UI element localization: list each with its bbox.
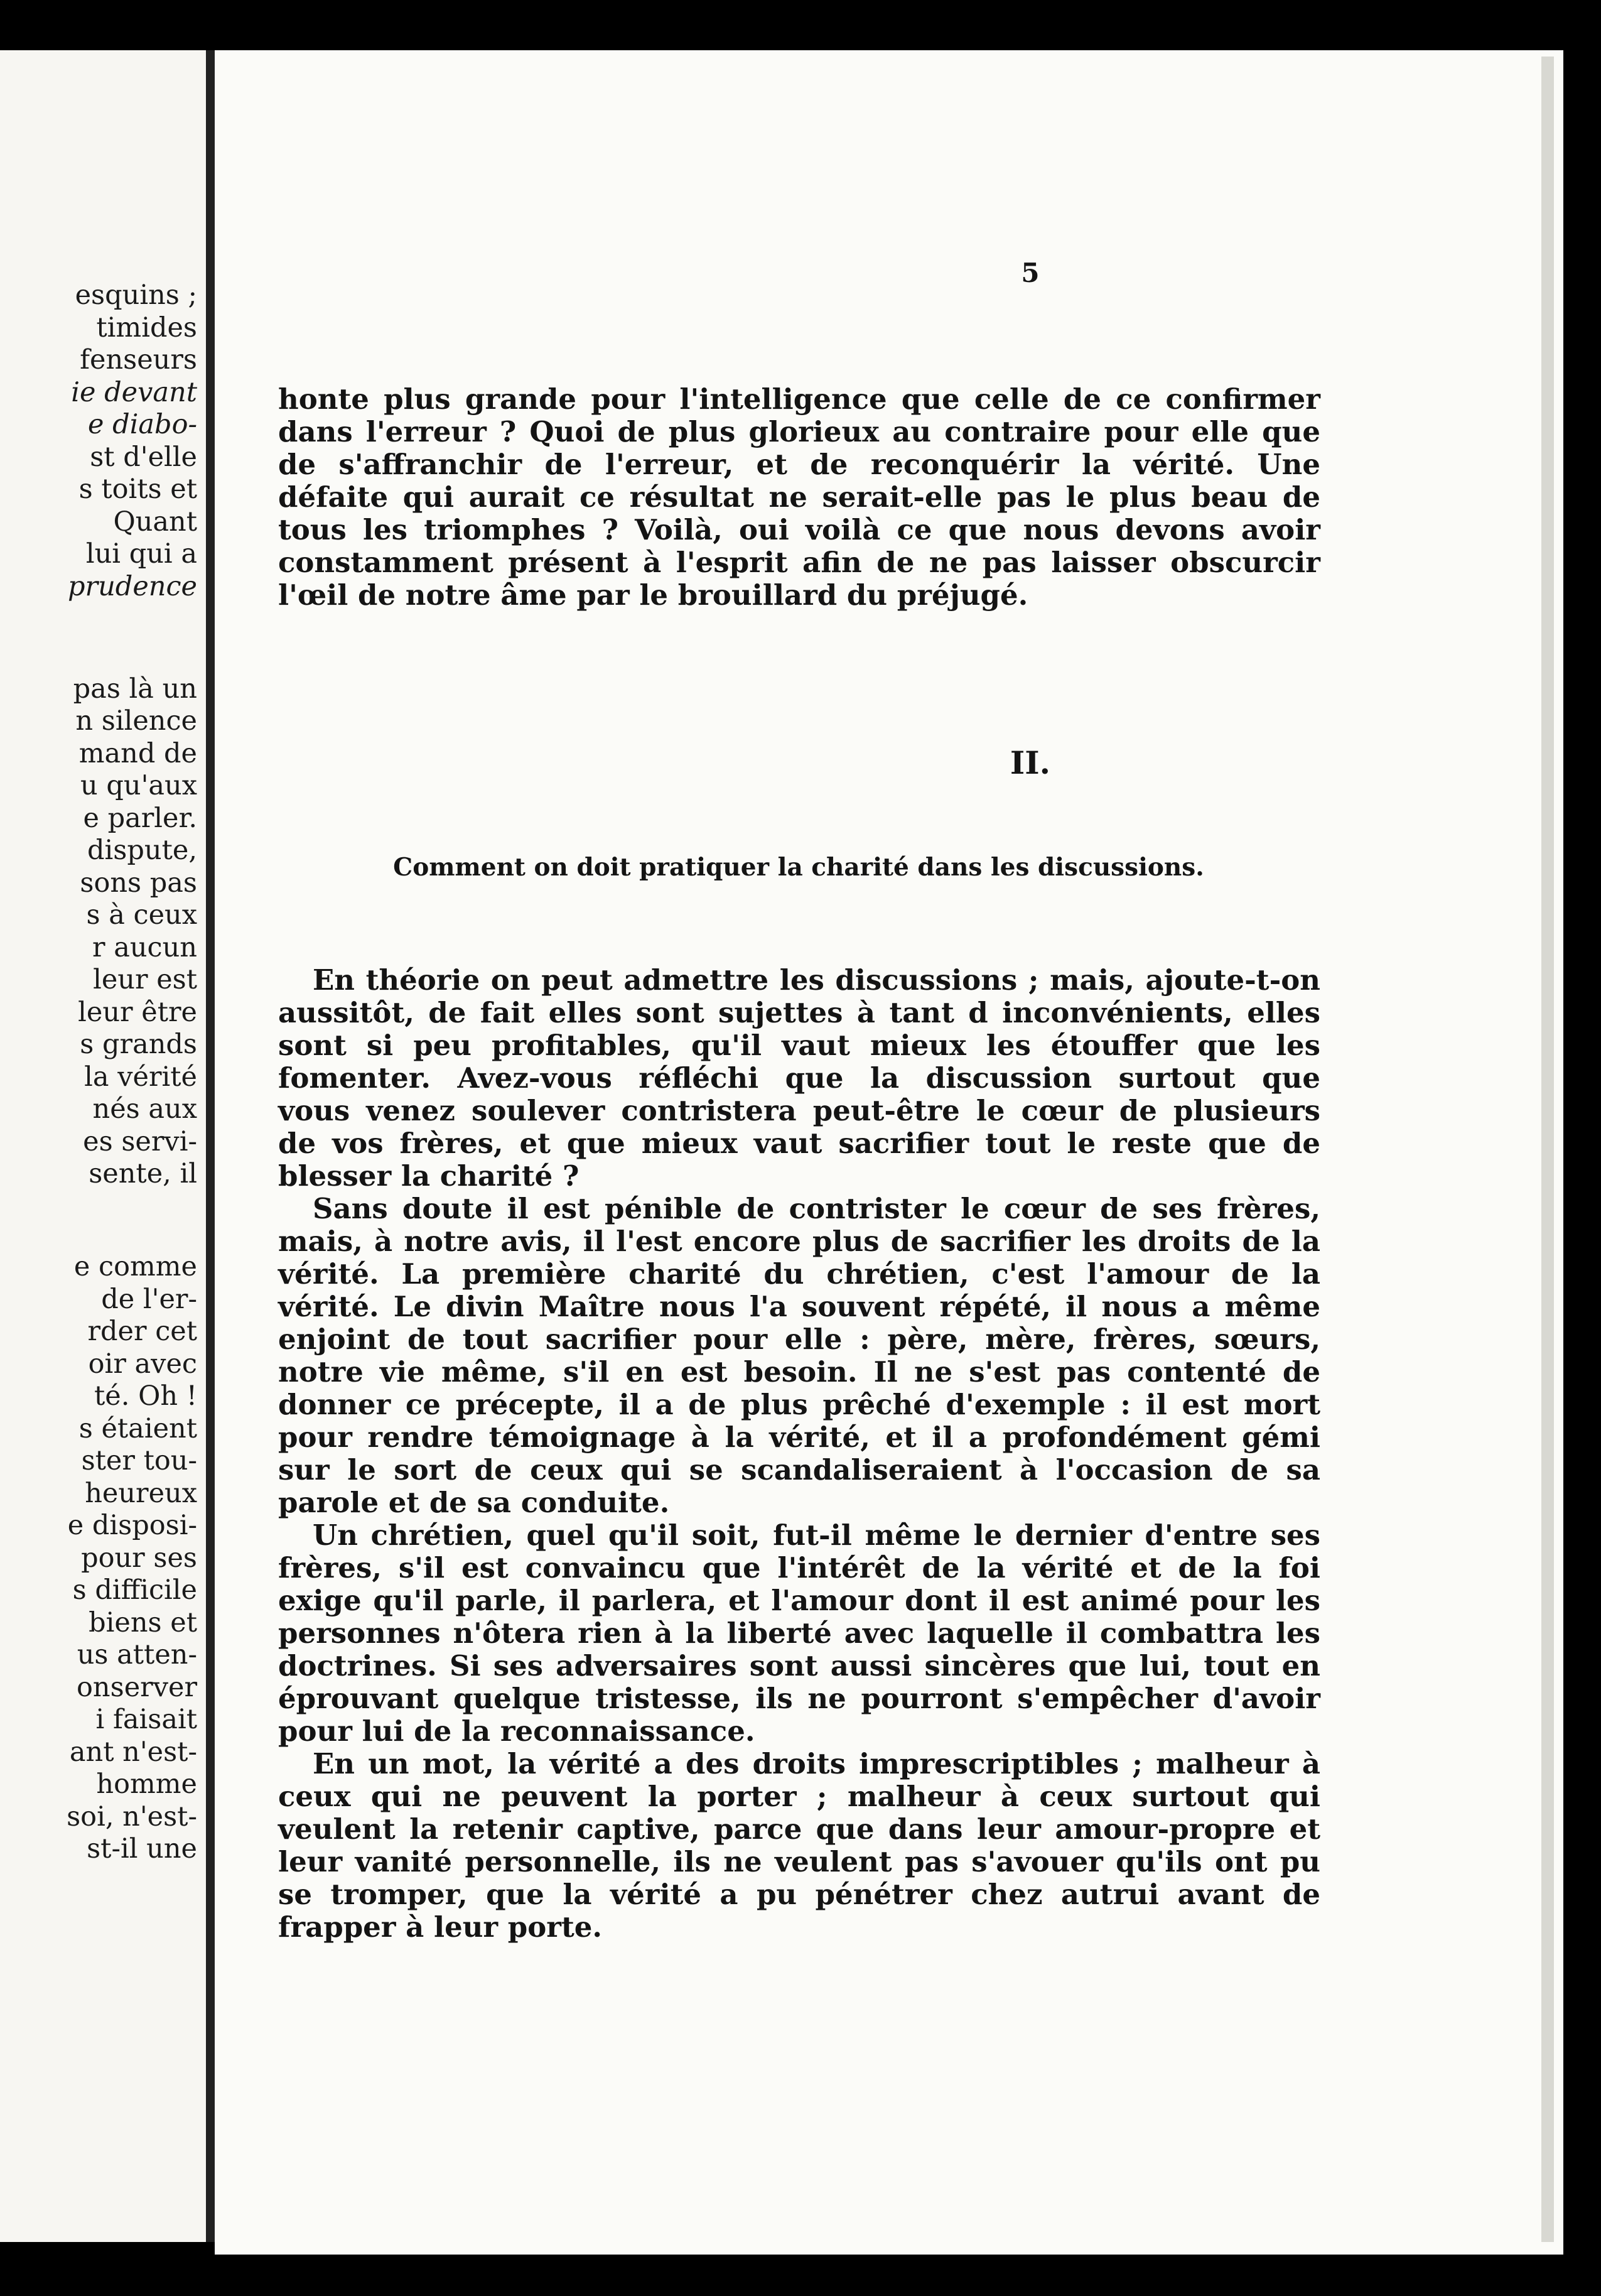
strip-line: de l'er- [101,1283,197,1315]
book-gutter [206,50,215,2242]
paragraph [278,1193,1320,1519]
text-line: sont si peu profitables, qu'il vaut mieux les étouffer que les [278,1029,1320,1062]
text-line: de vos frères, et que mieux vaut sacrifier tout le reste que de [278,1127,1320,1160]
strip-line: rder cet [87,1316,197,1347]
strip-line: s toits et [78,474,197,505]
text-line: exige qu'il parle, il parlera, et l'amour dont il est animé pour les [278,1584,1320,1617]
strip-line: es servi- [83,1125,197,1157]
strip-line: ant n'est- [69,1736,197,1768]
strip-line: heureux [85,1477,197,1509]
text-line: En théorie on peut admettre les discussions ; mais, ajoute-t-on [313,963,1320,997]
strip-line: e diabo- [88,409,197,440]
text-line: sur le sort de ceux qui se scandaliseraient à l'occasion de sa [278,1453,1320,1486]
text-line: notre vie même, s'il en est besoin. Il ne s'est pas contenté de [278,1355,1320,1389]
paragraph [278,1519,1320,1748]
text-line: l'œil de notre âme par le brouillard du préjugé. [278,578,1028,612]
strip-line: timides [96,311,197,344]
text-line: mais, à notre avis, il l'est encore plus de sacrifier les droits de la [278,1225,1320,1258]
page-edge [1541,57,1554,2242]
section-number: II. [1010,744,1051,781]
strip-line: Quant [113,506,197,538]
text-line: parole et de sa conduite. [278,1486,670,1519]
text-line: Un chrétien, quel qu'il soit, fut-il même le dernier d'entre ses [313,1519,1320,1552]
text-line: doctrines. Si ses adversaires sont aussi sincères que lui, tout en [278,1649,1320,1682]
strip-line: onserver [77,1671,197,1703]
text-line: de s'affranchir de l'erreur, et de reconquérir la vérité. Une [278,448,1320,481]
text-line: vérité. La première charité du chrétien, c'est l'amour de la [278,1257,1320,1291]
strip-line: pour ses [81,1542,197,1574]
document-page [215,50,1563,2255]
section-body [278,964,1320,1944]
strip-line: us atten- [77,1639,197,1671]
strip-line: homme [96,1768,197,1800]
strip-line: st d'elle [90,441,197,473]
strip-line: oir avec [88,1348,197,1380]
strip-line: st-il une [87,1833,197,1865]
text-line: se tromper, que la vérité a pu pénétrer chez autrui avant de [278,1878,1320,1911]
text-line: fomenter. Avez-vous réfléchi que la discussion surtout que [278,1061,1320,1095]
strip-line: biens et [89,1606,197,1638]
strip-line: e comme [73,1251,197,1282]
strip-line: dispute, [87,835,197,866]
strip-line: nés aux [92,1093,197,1125]
strip-line: mand de [78,737,197,769]
text-line: En un mot, la vérité a des droits imprescriptibles ; malheur à [313,1747,1320,1780]
paragraph [278,1748,1320,1944]
text-line: tous les triomphes ? Voilà, oui voilà ce que nous devons avoir [278,513,1320,546]
text-line: leur vanité personnelle, ils ne veulent pas s'avouer qu'ils ont pu [278,1845,1320,1878]
strip-line: soi, n'est- [67,1801,197,1833]
strip-line: la vérité [84,1061,197,1093]
paragraph [278,964,1320,1193]
text-line: enjoint de tout sacrifier pour elle : père, mère, frères, sœurs, [278,1323,1320,1356]
text-line: ceux qui ne peuvent la porter ; malheur à ceux surtout qui [278,1780,1320,1813]
strip-line: lui qui a [85,538,197,570]
text-line: blesser la charité ? [278,1159,579,1193]
intro-paragraph [278,383,1320,612]
strip-line: s à ceux [86,899,197,931]
text-line: vérité. Le divin Maître nous l'a souvent répété, il nous a même [278,1290,1320,1323]
strip-line: ie devant [71,376,197,408]
text-line: personnes n'ôtera rien à la liberté avec laquelle il combattra les [278,1616,1320,1650]
strip-line: pas là un [73,673,197,705]
text-line: donner ce précepte, il a de plus prêché d'exemple : il est mort [278,1388,1320,1421]
page-number: 5 [1021,257,1040,288]
text-line: dans l'erreur ? Quoi de plus glorieux au contraire pour elle que [278,415,1320,448]
strip-line: sons pas [80,867,197,899]
text-line: aussitôt, de fait elles sont sujettes à tant d inconvénients, elles [278,996,1320,1029]
text-line: défaite qui aurait ce résultat ne serait-elle pas le plus beau de [278,480,1320,514]
strip-line: ster tou- [81,1445,197,1476]
text-line: Sans doute il est pénible de contrister le cœur de ses frères, [313,1192,1320,1225]
strip-line: té. Oh ! [94,1380,197,1412]
text-line: honte plus grande pour l'intelligence que celle de ce confirmer [278,382,1320,416]
text-line: frapper à leur porte. [278,1910,603,1944]
strip-line: leur être [78,996,197,1028]
strip-line: s difficile [72,1574,197,1606]
text-line: constamment présent à l'esprit afin de ne pas laisser obscurcir [278,546,1320,579]
strip-line: n silence [75,705,197,737]
strip-line: e disposi- [67,1510,197,1541]
strip-line: i faisait [95,1704,197,1735]
strip-line: r aucun [92,931,197,963]
strip-line: esquins ; [75,279,197,311]
text-line: pour rendre témoignage à la vérité, et il a profondément gémi [278,1421,1320,1454]
strip-line: s grands [80,1029,197,1060]
strip-line: fenseurs [80,344,197,376]
strip-line: u qu'aux [80,770,197,801]
strip-line: sente, il [89,1158,197,1189]
text-line: frères, s'il est convaincu que l'intérêt de la vérité et de la foi [278,1551,1320,1584]
strip-line: prudence [68,570,197,602]
text-line: pour lui de la reconnaissance. [278,1714,755,1748]
text-line: vous venez soulever contristera peut-être le cœur de plusieurs [278,1094,1320,1127]
strip-line: s étaient [78,1412,197,1444]
text-line: veulent la retenir captive, parce que dans leur amour-propre et [278,1812,1320,1846]
section-heading: Comment on doit pratiquer la charité dans les discussions. [393,853,1204,882]
adjacent-page-strip [0,50,206,2242]
strip-line: leur est [93,964,197,995]
strip-line: e parler. [83,802,197,834]
text-line: éprouvant quelque tristesse, ils ne pourront s'empêcher d'avoir [278,1682,1320,1715]
